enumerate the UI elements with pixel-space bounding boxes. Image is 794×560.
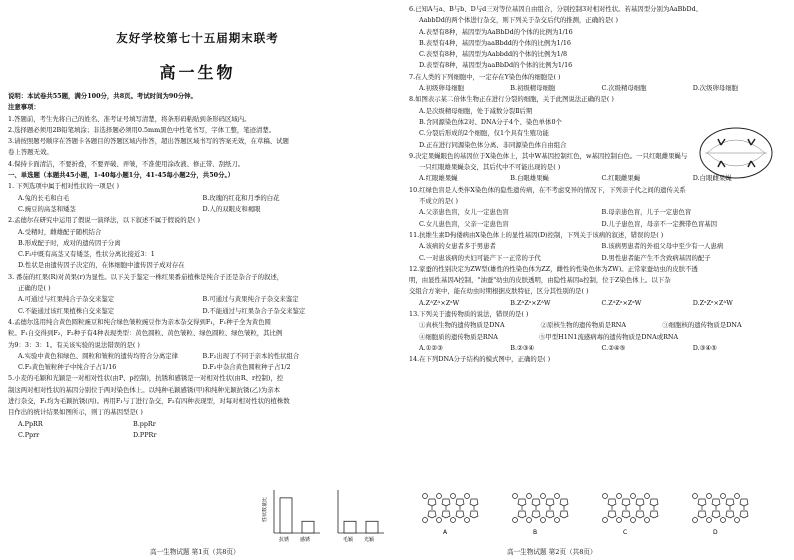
dna-sugar-1 <box>470 499 478 506</box>
q2-option-c: C.F₂中既有高茎又有矮茎，性状分离比接近3：1 <box>18 250 155 259</box>
q11-options-row2 <box>409 253 784 264</box>
dna-phosphate-2 <box>541 494 546 499</box>
dna-phosphate-1 <box>423 494 428 499</box>
dna-sugar-2 <box>532 499 540 506</box>
q2-option-d: D.性状是由遗传因子决定的，在体细胞中遗传因子成对存在 <box>18 261 185 270</box>
question-11: 11.抗维生素D佝偻病由X染色体上的显性基因(D)控制，下列关于该病的叙述，错误的是( ) <box>409 230 664 239</box>
q5-options-row2 <box>8 430 248 441</box>
question-3-cont: 正确的是( ) <box>18 284 51 293</box>
dna-phosphate-4 <box>693 494 698 499</box>
dna-phosphate-3 <box>645 494 650 499</box>
dna-sugar-2 <box>518 511 526 518</box>
q13-option-a: A.①②③ <box>419 343 443 352</box>
q5-bar-charts <box>262 484 392 548</box>
dna-phosphate-2 <box>541 518 546 523</box>
question-13: 13.下列关于遗传物质的说法，错误的是( ) <box>409 310 529 319</box>
question-9-line1: 9.决定果蝇眼色的基因位于X染色体上，其中W基因控制红色，w基因控制白色。一只红眼雌果蝇与 <box>409 151 688 160</box>
q2-option-a: A.受精时，雌雄配子随机结合 <box>18 227 102 236</box>
q3-options-row1 <box>8 294 387 305</box>
chart1-cat-1: 抗锈 <box>279 537 290 543</box>
dna-phosphate-3 <box>631 518 636 523</box>
question-4-line1: 4.孟德尔选用纯合黄色圆粒豌豆和纯合绿色皱粒豌豆作为亲本杂交得到F₁，F₁种子全为黄色圆 <box>8 317 271 326</box>
exam-info: 说明：本试卷共55题，满分100分，共8页。考试时间为90分钟。 <box>8 92 197 100</box>
q13-option-c: C.②④⑤ <box>601 343 626 352</box>
dna-sugar-4 <box>726 511 734 518</box>
page-right <box>397 0 794 560</box>
dna-sugar-2 <box>546 511 554 518</box>
question-10-line1: 10.红绿色盲是人类伴X染色体的隐性遗传病，在不考虑变异的情况下，下列亲子代之间的遗传关系 <box>409 185 686 194</box>
question-12-line1: 12.家蚕的性别决定为ZW型(雄性的性染色体为ZZ，雌性的性染色体为ZW)。正常家蚕幼虫的皮肤不透 <box>409 264 698 273</box>
dna-phosphate-4 <box>735 518 740 523</box>
q10-option-c: C.女儿患色盲，父亲一定患色盲 <box>419 219 509 228</box>
q10-options-row2 <box>409 219 784 230</box>
q13-statement-1: ①真核生物的遗传物质是DNA <box>419 321 505 330</box>
chart2-cat-1: 毛颖 <box>343 537 354 543</box>
question-14: 14.在下列DNA分子结构的模式图中，正确的是( ) <box>409 355 551 364</box>
question-7: 7.在人类的下列细胞中，一定存在Y染色体的细胞是( ) <box>409 72 561 81</box>
q1-options-row1 <box>8 193 387 204</box>
dna-phosphate-1 <box>451 494 456 499</box>
dna-label-b: B <box>533 529 538 536</box>
dna-label-d: D <box>713 529 718 536</box>
question-10-line2: 不成立的是( ) <box>419 197 458 206</box>
q4-option-a: A.实验中黄色和绿色、圆粒和皱粒的遗传均符合分离定律 <box>18 351 179 360</box>
q3-option-b: B.可通过与黄果纯合子杂交来鉴定 <box>202 295 299 304</box>
question-5-line2: 制这两对相对性状的基因分别位于两对染色体上。以纯种毛颖感锈(甲)和纯种光颖抗锈(乙)为亲本 <box>8 385 280 394</box>
dna-phosphate-2 <box>555 518 560 523</box>
question-4-line3: 为9：3：3：1。有关该实验的说法错误的是( ) <box>8 340 140 349</box>
q3-option-c: C.不能通过该红果植株自交来鉴定 <box>18 306 115 315</box>
dna-sugar-3 <box>650 511 658 518</box>
question-2: 2.孟德尔在研究中运用了假说一演绎法，以下叙述不属于假说的是( ) <box>8 216 201 225</box>
q6-option-d: D.表型有8种，基因型为aaBbDd的个体的比例为1/16 <box>419 61 573 70</box>
dna-sugar-4 <box>712 511 720 518</box>
q5-option-d: D.PPRr <box>133 430 157 439</box>
q10-options-row1 <box>409 207 784 218</box>
q10-option-b: B.母亲患色盲，儿子一定患色盲 <box>601 208 692 217</box>
q13-options <box>409 343 784 354</box>
dna-sugar-3 <box>622 511 630 518</box>
q11-option-d: D.男性患者能产生不含致病基因的配子 <box>601 253 711 262</box>
q3-option-d: D.不能通过与红果杂合子杂交来鉴定 <box>202 306 306 315</box>
dna-phosphate-4 <box>721 494 726 499</box>
dna-sugar-1 <box>456 511 464 518</box>
q6-option-b: B.表型有4种，基因型为aaBbdd的个体的比例为1/16 <box>419 38 571 47</box>
q13-option-d: D.③④⑤ <box>692 343 717 352</box>
q6-option-a: A.表型有8种，基因型为AaBbDd的个体的比例为1/16 <box>419 27 573 36</box>
dna-sugar-2 <box>560 499 568 506</box>
dna-sugar-1 <box>442 499 450 506</box>
notes-title: 注意事项： <box>8 103 40 112</box>
q4-options-row1 <box>8 351 387 362</box>
dna-sugar-3 <box>622 499 630 506</box>
q3-option-a: A.可通过与红果纯合子杂交来鉴定 <box>18 295 115 304</box>
question-6-line1: 6.已知A与a、B与b、D与d三对等位基因自由组合，分别控制3对相对性状。若基因型分别为AaBbDd、 <box>409 5 703 13</box>
q4-option-c: C.F₂黄色皱粒种子中纯合子占1/16 <box>18 363 117 372</box>
q9-option-b: B.白眼雄果蝇 <box>510 174 549 183</box>
question-3: 3. 番茄的红果(R)对黄果(r)为显性。以下关于鉴定一株红果番茄植株是纯合子还是杂合子的叙述， <box>8 272 284 281</box>
section-title: 一、单选题（本题共45小题，1-40每小题1分，41-45每小题2分，共50分。） <box>8 171 235 180</box>
q1-option-a: A.兔的长毛和白毛 <box>18 193 70 202</box>
exam-title: 友好学校第七十五届期末联考 <box>116 31 279 45</box>
chart2-bars <box>344 521 378 533</box>
q13-statement-5: ⑤甲型H1N1流感病毒的遗传物质是DNA或RNA <box>539 332 679 341</box>
chart2-cat-2: 光颖 <box>364 537 375 543</box>
dna-phosphate-4 <box>735 494 740 499</box>
dna-sugar-3 <box>636 499 644 506</box>
chart2-bars-bar-2 <box>366 521 378 533</box>
dna-sugar-4 <box>712 499 720 506</box>
dna-sugar-3 <box>608 511 616 518</box>
dna-phosphate-1 <box>423 518 428 523</box>
dna-sugar-1 <box>428 499 436 506</box>
dna-sugar-3 <box>650 499 658 506</box>
dna-sugar-2 <box>546 499 554 506</box>
dna-phosphate-2 <box>527 494 532 499</box>
q4-option-b: B.F₂出现了不同于亲本的性状组合 <box>202 351 300 360</box>
question-1: 1. 下列选项中属于相对性状的一项是( ) <box>8 182 120 191</box>
dna-phosphate-2 <box>513 494 518 499</box>
dna-sugar-1 <box>442 511 450 518</box>
dna-phosphate-3 <box>617 518 622 523</box>
q8-option-b: B.含同源染色体2对、DNA分子4个、染色单体0个 <box>419 117 562 126</box>
q7-options <box>409 83 784 94</box>
chart1-cat-2: 感锈 <box>300 537 311 543</box>
dna-phosphate-4 <box>707 518 712 523</box>
question-9-line2: 一只红眼雄果蝇杂交，其后代中不可能出现的是( ) <box>419 163 561 172</box>
q11-option-b: B.该病男患者的外祖父母中至少有一人患病 <box>601 242 724 251</box>
question-4-line2: 粒。F₁自交得到F₂，F₂种子有4种表现类型：黄色圆粒、黄色皱粒、绿色圆粒、绿色皱粒，其比例 <box>8 329 283 338</box>
dna-phosphate-3 <box>645 518 650 523</box>
footer-left: 高一生物试题 第1页（共8页） <box>150 548 240 556</box>
chart1-bars-bar-1 <box>280 498 292 533</box>
q8-option-a: A.是次级精母细胞，处于减数分裂Ⅱ后期 <box>419 106 533 115</box>
dna-phosphate-4 <box>693 518 698 523</box>
q12-option-a: A.ZᴬZᴬ×ZᵃW <box>419 298 460 307</box>
note-1: 1.答题前，考生先将自己的姓名、准考证号填写清楚，将条形码粘贴到条形码区域内。 <box>8 114 251 123</box>
dna-phosphate-3 <box>617 494 622 499</box>
dna-phosphate-1 <box>465 494 470 499</box>
q13-statement-3: ③细胞核的遗传物质是DNA <box>662 321 742 330</box>
dna-sugar-2 <box>560 511 568 518</box>
q11-option-c: C.一对患该病的夫妇可能产下一正常的子代 <box>419 253 541 262</box>
dna-phosphate-1 <box>451 518 456 523</box>
q11-options-row1 <box>409 241 784 252</box>
q1-options-row2 <box>8 204 387 215</box>
dna-phosphate-3 <box>603 518 608 523</box>
q5-option-b: B.ppRr <box>133 419 156 428</box>
question-5-line4: 目作出的统计结果如图所示，则丁的基因型是( ) <box>8 408 143 417</box>
dna-phosphate-3 <box>603 494 608 499</box>
q8-cell-diagram <box>697 125 775 185</box>
q14-dna-diagrams <box>419 488 779 540</box>
q7-option-c: C.次级精母细胞 <box>601 84 647 93</box>
q13-statement-4: ④细胞质的遗传物质是RNA <box>419 332 498 341</box>
q12-option-d: D.ZᵃZᵃ×ZᴬW <box>692 298 733 307</box>
dna-label-a: A <box>443 529 448 536</box>
dna-sugar-2 <box>532 511 540 518</box>
q4-option-d: D.F₂中杂合黄色圆粒种子占1/2 <box>202 363 291 372</box>
dna-sugar-1 <box>428 511 436 518</box>
dna-phosphate-2 <box>527 518 532 523</box>
q1-option-d: D.人的双眼皮和褐眼 <box>202 204 261 213</box>
q12-option-b: B.ZᴬZᵃ×ZᴬW <box>510 298 551 307</box>
chart1-ylabel: 性状数量比 <box>262 496 268 522</box>
q13-option-b: B.②③④ <box>510 343 535 352</box>
q4-options-row2 <box>8 362 387 373</box>
dna-phosphate-4 <box>721 518 726 523</box>
dna-sugar-1 <box>456 499 464 506</box>
q7-option-d: D.次级卵母细胞 <box>692 84 739 93</box>
q10-option-a: A.父亲患色盲，女儿一定患色盲 <box>419 208 509 217</box>
note-2: 2.选择题必须用2B铅笔填涂；非选择题必须用0.5mm黑色中性笔书写，字体工整，笔迹清楚。 <box>8 125 276 134</box>
q2-option-b: B.形成配子时，成对的遗传因子分离 <box>18 238 121 247</box>
q8-option-c: C.分裂后形成的2个细胞，仅1个具有生殖功能 <box>419 129 549 138</box>
q12-options <box>409 298 784 309</box>
q6-option-c: C.表型有8种，基因型为Aabbdd的个体的比例为1/8 <box>419 50 568 59</box>
q11-option-a: A.该病的女患者多于男患者 <box>419 242 496 251</box>
dna-sugar-4 <box>726 499 734 506</box>
dna-phosphate-1 <box>437 518 442 523</box>
q1-option-c: C.豌豆的高茎和矮茎 <box>18 204 76 213</box>
dna-sugar-4 <box>740 499 748 506</box>
q7-option-b: B.初级精母细胞 <box>510 84 556 93</box>
subject-title: 高一生物 <box>159 63 236 82</box>
q10-option-d: D.儿子患色盲，母亲不一定携带色盲基因 <box>601 219 718 228</box>
dna-phosphate-3 <box>631 494 636 499</box>
cell-division-icon <box>697 125 775 181</box>
dna-label-c: C <box>623 529 628 536</box>
q5-charts-svg <box>262 484 392 544</box>
note-4: 4.保持卡面清洁，不要折叠，不要弄破、弄皱，不准使用涂改液、修正带、刮纸刀。 <box>8 159 245 168</box>
q3-options-row2 <box>8 306 387 317</box>
question-5-line3: 进行杂交，F₁均为毛颖抗锈(丙)。再用F₁与丁进行杂交，F₂有四种表现型，对每对相对性状的植株数 <box>8 397 290 406</box>
dna-sugar-4 <box>740 511 748 518</box>
dna-phosphate-1 <box>437 494 442 499</box>
dna-sugar-4 <box>698 499 706 506</box>
q7-option-a: A.初级卵母细胞 <box>419 84 464 93</box>
chart2-bars-bar-1 <box>344 521 356 533</box>
question-6-line2: AabbDd的两个体进行杂交，则下列关于杂交后代的推测，正确的是( ) <box>419 16 618 25</box>
question-8: 8.如图表示某二倍体生物正在进行分裂的细胞，关于此图说法正确的是( ) <box>409 95 614 104</box>
dna-phosphate-2 <box>555 494 560 499</box>
question-12-line3: 交组合方案中，能在幼虫时期根据皮肤特征，区分其性别的是( ) <box>409 287 589 296</box>
q9-option-c: C.红眼雌果蝇 <box>601 174 641 183</box>
dna-sugar-2 <box>518 499 526 506</box>
q9-option-d: D.白眼雌果蝇 <box>692 174 732 183</box>
dna-sugar-4 <box>698 511 706 518</box>
q5-option-c: C.Pprr <box>18 430 40 439</box>
note-3-cont: 卷上答题无效。 <box>8 148 53 157</box>
footer-right: 高一生物试题 第2页（共8页） <box>507 548 597 556</box>
q1-option-b: B.玫瑰的红花和月季的白花 <box>202 193 280 202</box>
chart1-bars-bar-2 <box>302 521 314 533</box>
dna-sugar-1 <box>470 511 478 518</box>
q13-statement-2: ②原核生物的遗传物质是RNA <box>540 321 626 330</box>
note-3: 3.请按照题号顺序在答题卡各题目的答题区域内作答，超出答题区域书写的答案无效，在草稿、试题 <box>8 137 289 146</box>
dna-sugar-3 <box>608 499 616 506</box>
dna-phosphate-1 <box>465 518 470 523</box>
q5-options-row1 <box>8 419 248 430</box>
dna-structure-icon <box>419 488 779 536</box>
q9-option-a: A.红眼雄果蝇 <box>419 174 458 183</box>
dna-phosphate-2 <box>513 518 518 523</box>
question-12-line2: 明，由显性基因A控制，"油蚕"幼虫的皮肤透明，由隐性基因a控制，位于Z染色体上。以下杂 <box>409 276 671 285</box>
q13-statements-row1 <box>409 320 784 331</box>
dna-sugar-3 <box>636 511 644 518</box>
q12-option-c: C.ZᴬZᵃ×ZᵃW <box>601 298 642 307</box>
question-5-line1: 5.小麦的毛颖和光颖是一对相对性状(由P、p控制)，抗锈和感锈是一对相对性状(由R、r控制)，控 <box>8 374 284 383</box>
chart1-bars <box>280 498 314 533</box>
q8-option-d: D.正在进行同源染色体分离、非同源染色体自由组合 <box>419 140 567 149</box>
dna-phosphate-4 <box>707 494 712 499</box>
q13-statements-row2 <box>409 332 784 343</box>
q5-option-a: A.PpRR <box>18 419 43 428</box>
